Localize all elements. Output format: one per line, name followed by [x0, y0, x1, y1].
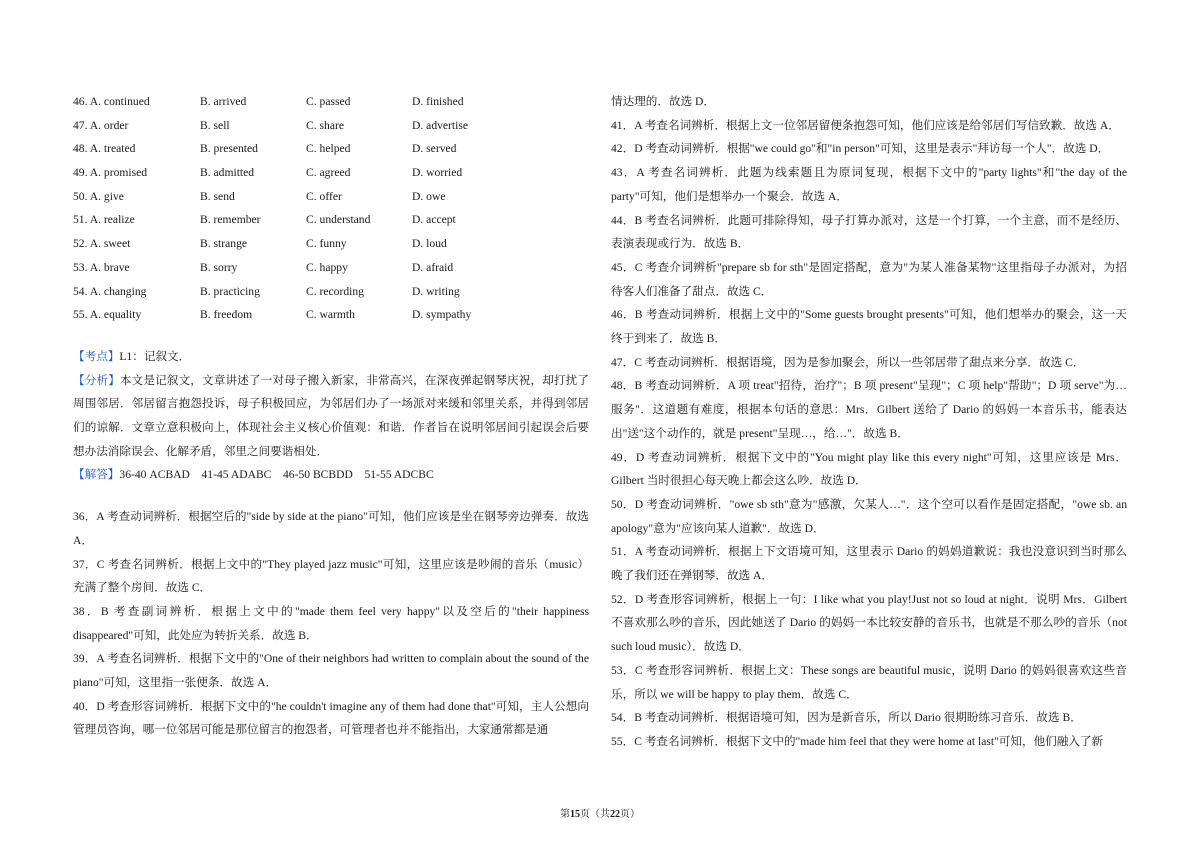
option-row [73, 280, 589, 304]
option-b: B. strange [200, 237, 248, 251]
option-row [73, 161, 589, 185]
explanation-item: 41．A 考查名词辨析．根据上文一位邻居留便条抱怨可知，他们应该是给邻居们写信致歉．故选 A． [611, 118, 1120, 132]
explanation-item: 47．C 考查动词辨析．根据语境，因为是参加聚会，所以一些邻居带了甜点来分享．故选 C． [611, 355, 1085, 369]
option-b: B. remember [200, 213, 261, 227]
explanation-item: 情达理的．故选 D． [611, 95, 716, 108]
explanation-item: 46．B 考查动词辨析．根据上文中的"Some guests brought presents"可知，他们想举办的聚会，这一天终于到来了．故选 B． [611, 308, 1127, 346]
option-d: D. afraid [412, 260, 454, 274]
option-d: D. accept [412, 213, 456, 227]
explanation-item: 44．B 考查名词辨析．此题可排除得知，母子打算办派对，这是一个打算，一个主意，而不是经历、表演表现或行为．故选 B． [611, 213, 1127, 251]
explanation-item: 49．D 考查动词辨析．根据下文中的"You might play like this every night"可知，这里应该是 Mrs．Gilbert 当时很担心每天晚上都会这么吵．故选 D． [611, 450, 1127, 488]
explanation-item: 54．B 考查动词辨析．根据语境可知，因为是新音乐，所以 Dario 很期盼练习音乐．故选 B． [611, 711, 1082, 725]
explanation-item: 48．B 考查动词辨析．A 项 treat"招待，治疗"；B 项 present"呈现"；C 项 help"帮助"；D 项 serve"为…服务"．这道题有难度，根据本句话的意思：Mrs．Gilbert 送给了 Dario 的妈妈一本音乐书，能表达出"送"这个动作的，就是 present"呈现…，给…"．故选 B． [611, 379, 1127, 440]
jieda-tag: 【解答】 [73, 468, 120, 482]
explanation-item: 52．D 考查形容词辨析，根据上一句：I like what you play!Just not so loud at night．说明 Mrs．Gilbert 不喜欢那么吵的音乐，因此她送了 Dario 的妈妈一本比较安静的音乐书，也就是不那么吵的音乐（not such loud music）．故选 D． [611, 592, 1127, 654]
option-b: B. sell [200, 118, 230, 132]
option-d: D. writing [412, 284, 460, 298]
option-a: 47. A. order [73, 118, 129, 132]
option-b: B. freedom [200, 308, 253, 322]
option-b: B. arrived [200, 95, 247, 108]
options-list [73, 90, 589, 327]
option-a: 50. A. give [73, 189, 124, 203]
option-c: C. share [306, 118, 344, 132]
explanation-item: 37．C 考查名词辨析．根据上文中的"They played jazz music"可知，这里应该是吵闹的音乐（music）充满了整个房间．故选 C． [73, 557, 589, 595]
current-page: 15 [570, 809, 580, 820]
option-b: B. send [200, 189, 235, 203]
option-a: 53. A. brave [73, 260, 130, 274]
option-d: D. finished [412, 95, 464, 108]
option-a: 51. A. realize [73, 213, 135, 227]
left-explanations [73, 505, 589, 742]
fenxi-tag: 【分析】 [73, 373, 120, 387]
option-row [73, 185, 589, 209]
explanation-item: 40．D 考查形容词辨析．根据下文中的"he couldn't imagine any of them had done that"可知，主人公想向管理员咨询，哪一位邻居可能是那位留言的抱怨者，可管理者也并不能指出，大家通常都是通 [73, 699, 589, 737]
fenxi-text: 本文是记叙文，文章讲述了一对母子搬入新家，非常高兴，在深夜弹起钢琴庆祝，却打扰了周围邻居．邻居留言抱怨投诉，母子积极回应，为邻居们办了一场派对来缓和邻里关系，并得到邻居们的谅解．文章立意积极向上，体现社会主义核心价值观：和谐．作者旨在说明邻居间引起误会后要想办法消除误会、化解矛盾，邻里之间要谐相处． [73, 373, 589, 458]
option-b: B. practicing [200, 284, 260, 298]
option-row [73, 232, 589, 256]
right-explanations [611, 90, 1127, 754]
option-row [73, 90, 589, 114]
option-d: D. owe [412, 189, 446, 203]
option-a: 46. A. continued [73, 95, 150, 108]
option-d: D. advertise [412, 118, 469, 132]
option-row [73, 256, 589, 280]
left-column [73, 90, 589, 742]
option-c: C. helped [306, 142, 351, 156]
option-a: 49. A. promised [73, 166, 148, 180]
explanation-item: 53．C 考查形容词辨析．根据上文：These songs are beautiful music，说明 Dario 的妈妈很喜欢这些音乐，所以 we will be happy to play them．故选 C． [611, 663, 1127, 701]
total-pages: 22 [610, 809, 620, 820]
jieda-section [73, 463, 589, 487]
explanation-item: 51．A 考查动词辨析．根据上下文语境可知，这里表示 Dario 的妈妈道歉说：我也没意识到当时那么晚了我们还在弹钢琴．故选 A． [611, 545, 1127, 583]
explanation-item: 42．D 考查动词辨析．根据"we could go"和"in person"可知，这里是表示"拜访每一个人"．故选 D． [611, 142, 1110, 156]
option-c: C. offer [306, 189, 342, 203]
option-d: D. worried [412, 166, 463, 180]
explanation-item: 38．B 考查副词辨析．根据上文中的"made them feel very happy"以及空后的"their happiness disappeared"可知，此处应为转折关系．故选 B． [73, 604, 589, 642]
explanation-item: 43．A 考查名词辨析．此题为线索题且为原词复现，根据下文中的"party lights"和"the day of the party"可知，他们是想举办一个聚会．故选 A． [611, 166, 1127, 203]
option-b: B. presented [200, 142, 258, 156]
explanation-item: 45．C 考查介词辨析"prepare sb for sth"是固定搭配，意为"为某人准备某物"这里指母子办派对，为招待客人们准备了甜点．故选 C． [611, 260, 1127, 298]
kaodian-section [73, 345, 589, 369]
explanation-item: 39．A 考查名词辨析．根据下文中的"One of their neighbors had written to complain about the sound of the piano"可知，这里指一张便条．故选 A． [73, 652, 589, 690]
jieda-text: 36-40 ACBAD 41-45 ADABC 46-50 BCBDD 51-55 ADCBC [119, 468, 434, 482]
option-d: D. loud [412, 237, 447, 251]
page-number: 第15页（共22页） [560, 809, 640, 820]
option-a: 54. A. changing [73, 284, 147, 298]
option-row [73, 137, 589, 161]
explanation-item: 50．D 考查动词辨析．"owe sb sth"意为"感激，欠某人…"．这个空可以看作是固定搭配，"owe sb. an apology"意为"应该向某人道歉"．故选 D． [611, 497, 1127, 535]
option-b: B. admitted [200, 166, 255, 180]
option-b: B. sorry [200, 260, 238, 274]
right-column [611, 90, 1127, 754]
option-a: 52. A. sweet [73, 237, 131, 251]
option-row [73, 208, 589, 232]
option-c: C. passed [306, 95, 351, 108]
option-c: C. recording [306, 284, 364, 298]
option-row [73, 303, 589, 327]
option-a: 55. A. equality [73, 308, 142, 322]
option-c: C. funny [306, 237, 347, 251]
fenxi-section [73, 369, 589, 464]
explanation-item: 36．A 考查动词辨析．根据空后的"side by side at the piano"可知，他们应该是坐在钢琴旁边弹奏．故选 A． [73, 510, 589, 547]
option-c: C. understand [306, 213, 371, 227]
explanation-item: 55．C 考查名词辨析．根据下文中的"made him feel that they were home at last"可知，他们融入了新 [611, 734, 1104, 748]
option-a: 48. A. treated [73, 142, 136, 156]
kaodian-tag: 【考点】 [73, 349, 120, 363]
option-c: C. warmth [306, 308, 355, 322]
option-d: D. sympathy [412, 308, 472, 322]
kaodian-text: L1：记叙文． [119, 349, 191, 363]
option-d: D. served [412, 142, 457, 156]
option-c: C. agreed [306, 166, 351, 180]
option-c: C. happy [306, 260, 348, 274]
option-row [73, 114, 589, 138]
